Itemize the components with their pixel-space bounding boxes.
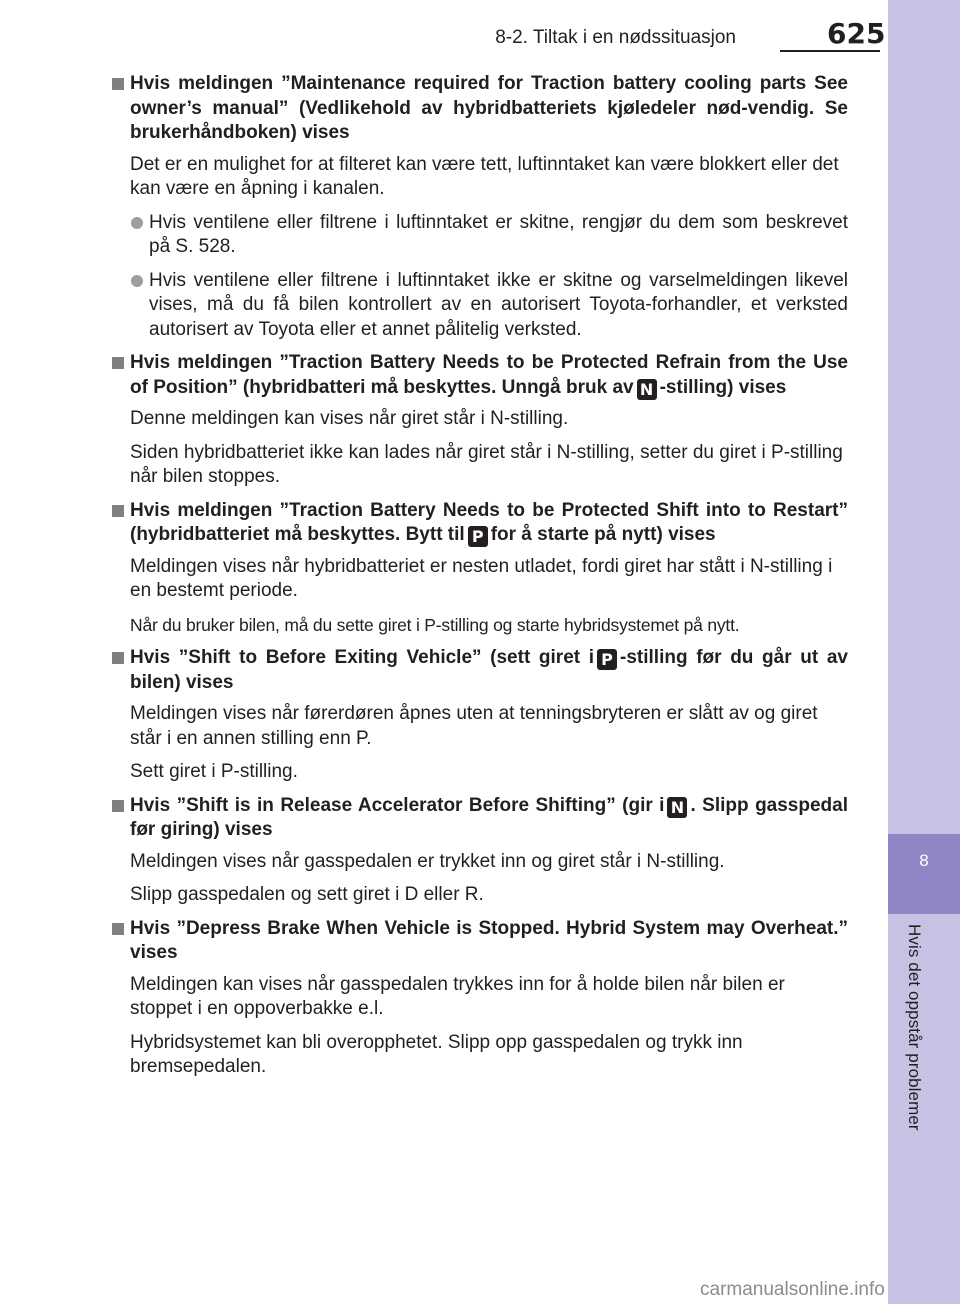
chapter-box bbox=[888, 834, 960, 914]
page-header bbox=[0, 0, 888, 60]
gear-p-icon: P bbox=[597, 649, 617, 670]
section-heading: Hvis ”Shift to Before Exiting Vehicle” (sett giret i P -stilling før du går ut av bilen) vises bbox=[111, 646, 848, 695]
watermark: carmanualsonline.info bbox=[700, 1279, 885, 1300]
square-bullet-icon bbox=[112, 505, 124, 517]
page-number: 625 bbox=[827, 17, 886, 50]
section-heading: Hvis meldingen ”Traction Battery Needs to be Protected Refrain from the Use of Position” (hybridbatteri må beskyttes. Unngå bruk av N -stilling) vises bbox=[111, 351, 848, 400]
square-bullet-icon bbox=[112, 800, 124, 812]
paragraph: Det er en mulighet for at filteret kan være tett, luftinntaket kan være blokkert eller det kan være en åpning i kanalen. bbox=[130, 153, 839, 199]
header-divider bbox=[780, 50, 880, 52]
square-bullet-icon bbox=[112, 652, 124, 664]
gear-n-icon: N bbox=[637, 379, 657, 400]
gear-p-icon: P bbox=[468, 526, 488, 547]
gear-n-icon: N bbox=[667, 797, 687, 818]
circle-bullet-icon bbox=[131, 217, 143, 229]
paragraph: Meldingen vises når gasspedalen er trykket inn og giret står i N-stilling. bbox=[130, 850, 725, 872]
section-heading: Hvis meldingen ”Traction Battery Needs to be Protected Shift into to Restart” (hybridbatteriet må beskyttes. Bytt til P for å starte på nytt) vises bbox=[111, 499, 848, 548]
paragraph: Denne meldingen kan vises når giret står i N-stilling. bbox=[130, 408, 569, 429]
paragraph: Når du bruker bilen, må du sette giret i P-stilling og starte hybridsystemet på nytt. bbox=[130, 614, 740, 635]
paragraph: Slipp gasspedalen og sett giret i D eller R. bbox=[130, 884, 484, 905]
paragraph: Meldingen kan vises når gasspedalen trykkes inn for å holde bilen når bilen er stoppet i en oppoverbakke e.l. bbox=[130, 973, 785, 1019]
chapter-number: 8 bbox=[919, 851, 929, 870]
section-heading: Hvis ”Depress Brake When Vehicle is Stopped. Hybrid System may Overheat.” vises bbox=[111, 917, 848, 966]
paragraph: Sett giret i P-stilling. bbox=[130, 761, 298, 782]
paragraph: Siden hybridbatteriet ikke kan lades når giret står i N-stilling, setter du giret i P-stilling når bilen stoppes. bbox=[130, 441, 843, 487]
square-bullet-icon bbox=[112, 357, 124, 369]
chapter-label: Hvis det oppstår problemer bbox=[905, 924, 924, 1131]
paragraph: Hybridsystemet kan bli overopphetet. Slipp opp gasspedalen og trykk inn bremsepedalen. bbox=[130, 1031, 743, 1077]
bullet-item: Hvis ventilene eller filtrene i luftinntaket ikke er skitne og varselmeldingen likevel vises, må du få bilen kontrollert av en autorisert Toyota-forhandler, et verksted autorisert av Toyota eller et annet pålitelig verksted. bbox=[111, 269, 848, 343]
square-bullet-icon bbox=[112, 78, 124, 90]
bullet-item: Hvis ventilene eller filtrene i luftinntaket er skitne, rengjør du dem som beskrevet på S. 528. bbox=[111, 211, 848, 260]
section-heading: Hvis meldingen ”Maintenance required for Traction battery cooling parts See owner’s manual” (Vedlikehold av hybridbatteriets kjøledeler nød-vendig. Se brukerhåndboken) vises bbox=[111, 72, 848, 146]
chapter-tab-strip bbox=[888, 0, 960, 1304]
section-heading: Hvis ”Shift is in Release Accelerator Before Shifting” (gir i N . Slipp gasspedal før giring) vises bbox=[111, 794, 848, 843]
circle-bullet-icon bbox=[131, 275, 143, 287]
page-content bbox=[111, 72, 848, 1089]
section-title: 8-2. Tiltak i en nødssituasjon bbox=[495, 27, 736, 48]
square-bullet-icon bbox=[112, 923, 124, 935]
paragraph: Meldingen vises når hybridbatteriet er nesten utladet, fordi giret har stått i N-stilling i en bestemt periode. bbox=[130, 555, 833, 601]
paragraph: Meldingen vises når førerdøren åpnes uten at tenningsbryteren er slått av og giret står i en annen stilling enn P. bbox=[130, 703, 818, 749]
